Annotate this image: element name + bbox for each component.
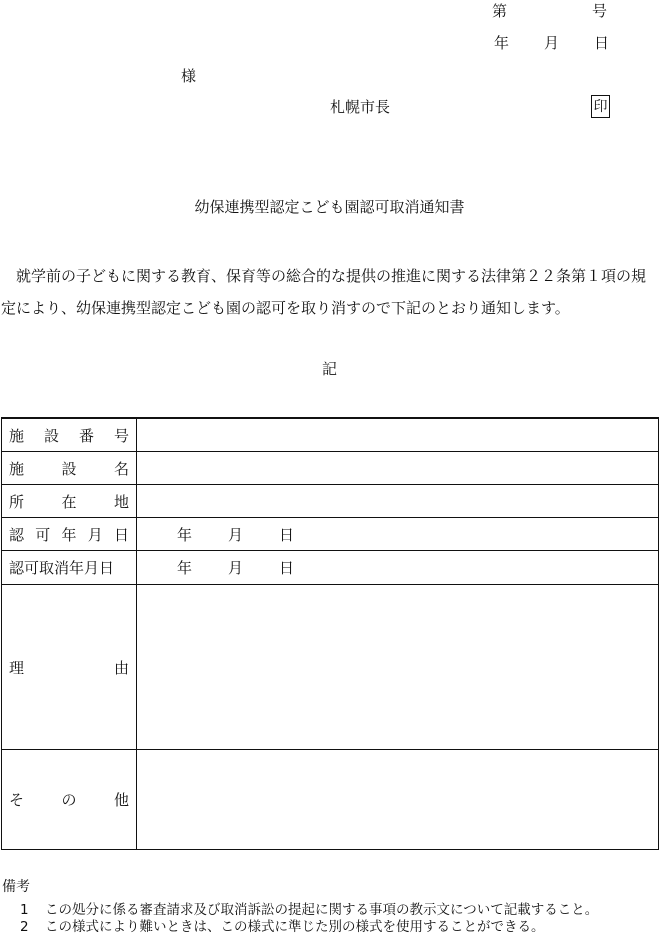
issue-date-year: 年 [494,34,510,52]
document-number-prefix: 第 [492,2,508,20]
label-reason: 理 由 [9,658,129,677]
label-facility-name: 施 設 名 [9,459,129,478]
value-approval-date: 年 月 日 [177,525,295,544]
document-number-suffix: 号 [592,2,608,20]
remarks-heading: 備考 [2,879,30,895]
row-location [2,484,658,517]
issuer-name: 札幌市長 [330,98,391,116]
seal-stamp-box: 印 [591,95,610,118]
notice-body-text: 就学前の子どもに関する教育、保育等の総合的な提供の推進に関する法律第２２条第１項の規定により、幼保連携型認定こども園の認可を取り消すので下記のとおり通知します。 [1,267,647,317]
row-approval-date [2,517,658,550]
remark-text: この様式により難いときは、この様式に準じた別の様式を使用することができる。 [45,919,545,935]
label-revocation-date: 認可取消年月日 [9,559,115,577]
issue-date-month: 月 [544,34,560,52]
addressee-honorific: 様 [181,67,197,85]
label-approval-date: 認 可 年 月 日 [9,525,129,544]
issue-date-day: 日 [594,34,610,52]
row-facility-number [2,418,658,451]
remark-number: 1 [20,902,29,918]
label-facility-number: 施 設 番 号 [9,426,129,445]
remark-number: 2 [20,919,29,935]
details-table [1,417,659,850]
row-facility-name [2,451,658,484]
value-revocation-date: 年 月 日 [177,559,295,577]
label-other: そ の 他 [9,791,129,809]
row-reason [2,584,658,749]
row-other [2,749,658,849]
document-title: 幼保連携型認定こども園認可取消通知書 [194,198,465,216]
remark-item [20,915,545,935]
remark-text: この処分に係る審査請求及び取消訴訟の提起に関する事項の教示文について記載すること。 [45,902,599,918]
label-location: 所 在 地 [9,492,129,511]
row-revocation-date [2,550,658,584]
ki-note-label: 記 [321,360,337,378]
